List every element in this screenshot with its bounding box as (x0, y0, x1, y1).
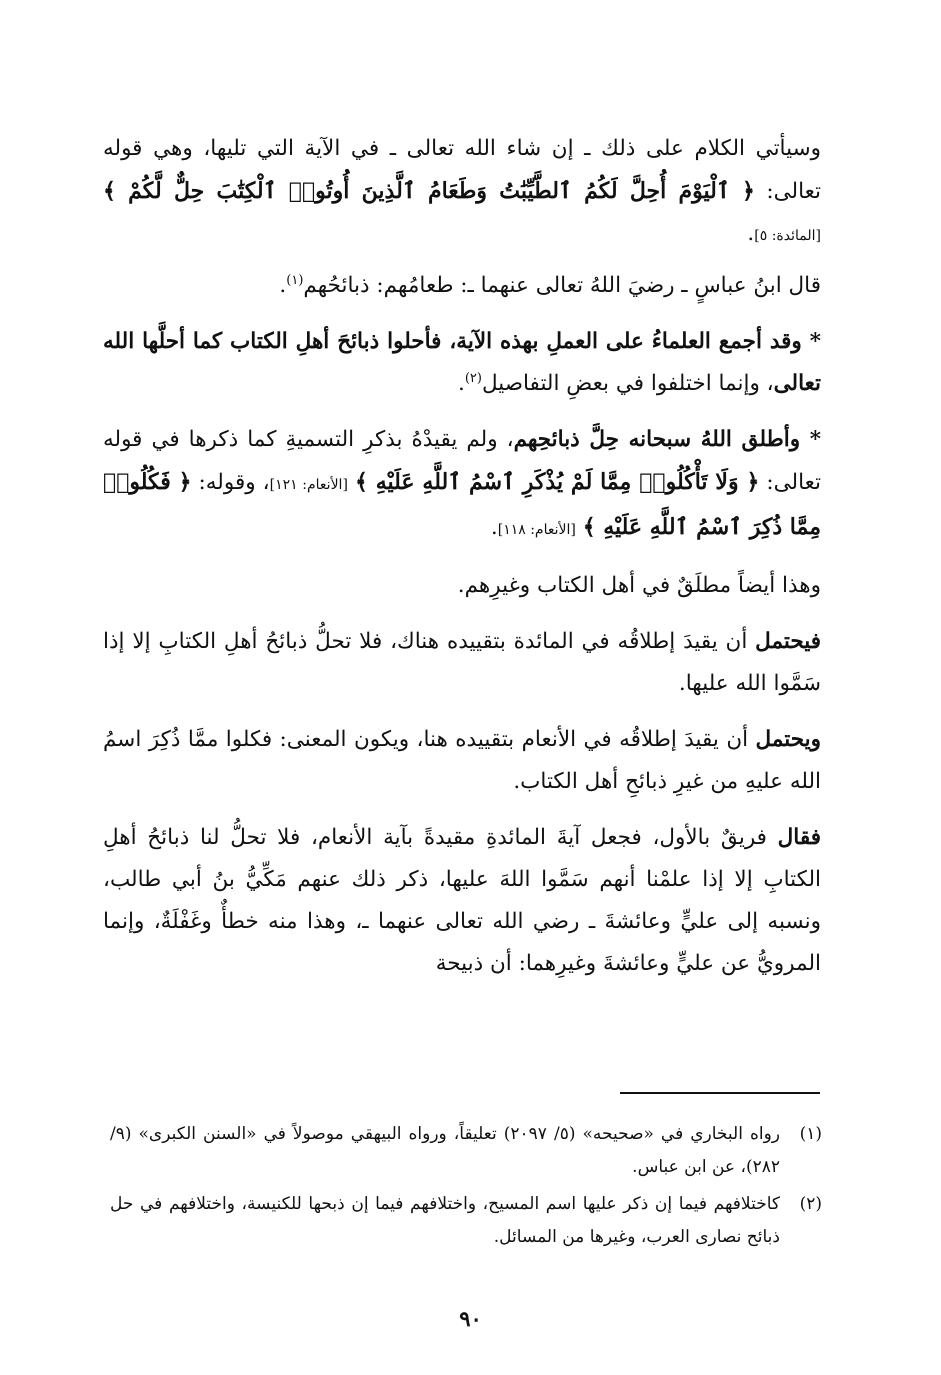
paragraph-7 (103, 719, 821, 803)
paragraph-4-rest: ، ولم يقيدْهُ بذكرِ التسميةِ كما ذكرها في قوله تعالى: (103, 427, 822, 495)
footnote-1 (110, 1118, 822, 1184)
paragraph-8 (103, 817, 821, 985)
page-body (103, 128, 821, 999)
bullet-star: * (800, 427, 821, 452)
paragraph-5-text: وهذا أيضاً مطلَقٌ في أهل الكتاب وغيرِهم. (457, 573, 821, 598)
paragraph-1-lead: وسيأتي الكلام على ذلك ـ إن شاء الله تعالى ـ في الآية التي تليها، وهي قوله تعالى: (103, 136, 821, 204)
verse-reference-anam-121: [الأنعام: ١٢١] (269, 477, 348, 493)
paragraph-3-bold: وقد أجمع العلماءُ على العملِ بهذه الآية، فأحلوا ذبائحَ أهلِ الكتاب كما أحلَّها الله تعالى (103, 329, 821, 396)
paragraph-2-end: . (279, 273, 287, 298)
paragraph-4-bold: وأطلق اللهُ سبحانه حِلَّ ذبائحِهم (513, 427, 801, 452)
footnote-2-number: (٢) (799, 1194, 822, 1214)
footnote-1-number: (١) (799, 1124, 822, 1144)
verse-reference-anam-118: [الأنعام: ١١٨] (497, 522, 576, 538)
bullet-star: * (801, 329, 821, 354)
paragraph-3-end: . (458, 371, 465, 396)
paragraph-6-bold: فيحتمل (755, 629, 821, 654)
verse-reference-maida-5: [المائدة: ٥] (754, 228, 821, 244)
paragraph-3-rest: ، وإنما اختلفوا في بعضِ التفاصيل (481, 371, 774, 396)
footnote-separator (620, 1092, 820, 1094)
paragraph-3 (103, 321, 821, 405)
footnote-1-text: رواه البخاري في «صحيحه» (٥/ ٢٠٩٧) تعليقاً، ورواه البيهقي موصولاً في «السنن الكبرى» (٩/ ٢٨٢)، عن ابن عباس. (110, 1124, 780, 1177)
paragraph-4-end: . (490, 515, 498, 540)
page-number: ٩٠ (459, 1306, 482, 1331)
paragraph-5 (103, 565, 821, 607)
paragraph-6-rest: أن يقيدَ إطلاقُه في المائدة بتقييده هناك، فلا تحلُّ ذبائحُ أهلِ الكتابِ إلا إذا سَمَّوا الله عليها. (103, 629, 821, 696)
paragraph-2-text: قال ابنُ عباسٍ ـ رضيَ اللهُ تعالى عنهما ـ: طعامُهم: ذبائحُهم (303, 273, 821, 298)
quran-verse-anam-118: ﴿ فَكُلُوا۟ مِمَّا ذُكِرَ ٱسْمُ ٱللَّهِ عَلَيْهِ ﴾ (103, 469, 821, 540)
paragraph-8-rest: فريقٌ بالأول، فجعل آيةَ المائدةِ مقيدةً بآية الأنعام، فلا تحلُّ لنا ذبائحُ أهلِ الكتابِ إلا إذا علمْنا أنهم سَمَّوا اللهَ عليها، ذكر ذلك عنهم مَكِّيُّ بنُ أبي طالب، ونسبه إلى عليٍّ وعائشةَ ـ رضي الله تعالى عنهما ـ، وهذا منه خطأٌ وغَفْلَةٌ، وإنما المرويُّ عن عليٍّ وعائشةَ وغيرِهما: أن ذبيحة (103, 825, 821, 976)
paragraph-4 (103, 419, 821, 551)
footnotes (110, 1118, 822, 1258)
footnote-2-text: كاختلافهم فيما إن ذكر عليها اسم المسيح، واختلافهم فيما إن ذبحها للكنيسة، واختلافهم في حل ذبائح نصارى العرب، وغيرها من المسائل. (110, 1194, 780, 1247)
paragraph-6 (103, 621, 821, 705)
quran-verse-maida-5: ﴿ ٱلْيَوْمَ أُحِلَّ لَكُمُ ٱلطَّيِّبَٰتُ وَطَعَامُ ٱلَّذِينَ أُوتُوا۟ ٱلْكِتَٰبَ حِلٌّ لَّكُمْ ﴾ (103, 178, 755, 204)
paragraph-4-mid: ، وقوله: (191, 470, 270, 495)
footnote-2 (110, 1188, 822, 1254)
quran-verse-anam-121: ﴿ وَلَا تَأْكُلُوا۟ مِمَّا لَمْ يُذْكَرِ ٱسْمُ ٱللَّهِ عَلَيْهِ ﴾ (354, 469, 760, 495)
footnote-ref-2[interactable]: (٢) (464, 370, 482, 386)
paragraph-2 (103, 265, 821, 307)
paragraph-8-bold: فقال (777, 825, 821, 850)
paragraph-1 (103, 128, 821, 257)
paragraph-1-end: . (747, 221, 755, 246)
footnote-ref-1[interactable]: (١) (286, 272, 304, 288)
paragraph-7-bold: ويحتمل (755, 727, 821, 752)
paragraph-7-rest: أن يقيدَ إطلاقُه في الأنعام بتقييده هنا، ويكون المعنى: فكلوا ممَّا ذُكِرَ اسمُ الله عليهِ من غيرِ ذبائحِ أهل الكتاب. (103, 727, 821, 794)
